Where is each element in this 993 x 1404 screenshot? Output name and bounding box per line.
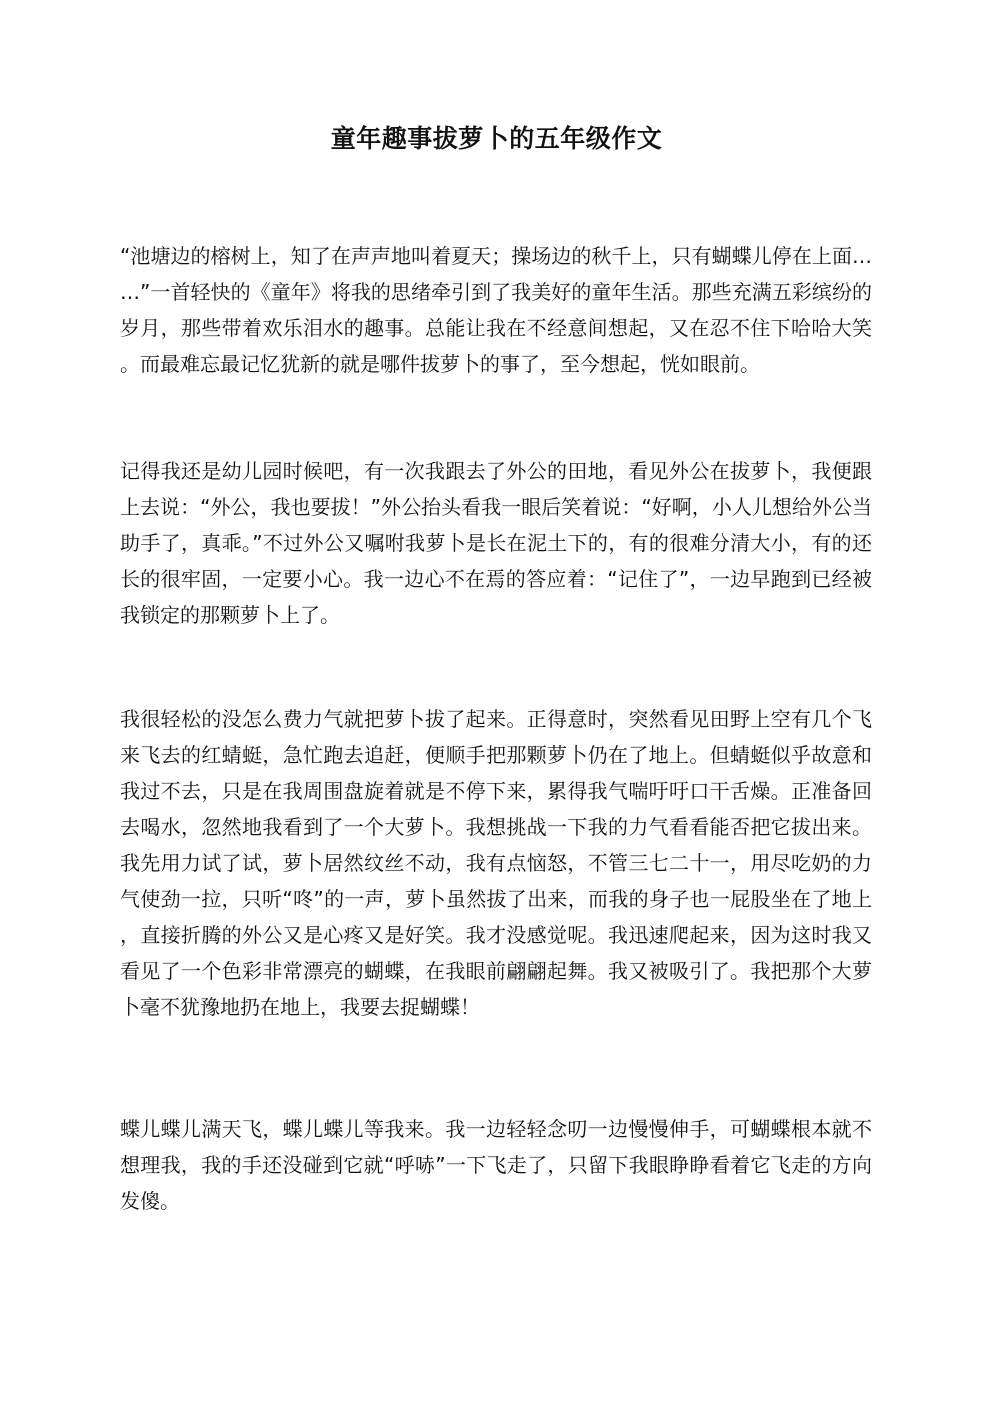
paragraph-line: 我锁定的那颗萝卜上了。 xyxy=(120,603,340,627)
paragraph-line: 助手了，真乖。”不过外公又嘱咐我萝卜是长在泥土下的，有的很难分清大小，有的还 xyxy=(120,531,872,555)
paragraph-line: 发傻。 xyxy=(120,1189,180,1213)
paragraph-line: 记得我还是幼儿园时候吧，有一次我跟去了外公的田地，看见外公在拔萝卜，我便跟 xyxy=(120,459,872,483)
paragraph-line: 长的很牢固，一定要小心。我一边心不在焉的答应着：“记住了”，一边早跑到已经被 xyxy=(120,567,872,591)
paragraph-line: 去喝水，忽然地我看到了一个大萝卜。我想挑战一下我的力气看看能否把它拔出来。 xyxy=(120,815,872,839)
paragraph-3 xyxy=(120,701,872,1025)
paragraph-line: …”一首轻快的《童年》将我的思绪牵引到了我美好的童年生活。那些充满五彩缤纷的 xyxy=(120,280,872,304)
paragraph-line: 气使劲一拉，只听“咚”的一声，萝卜虽然拔了出来，而我的身子也一屁股坐在了地上 xyxy=(120,887,872,911)
paragraph-line: 我过不去，只是在我周围盘旋着就是不停下来，累得我气喘吁吁口干舌燥。正准备回 xyxy=(120,779,872,803)
paragraph-line: 岁月，那些带着欢乐泪水的趣事。总能让我在不经意间想起，又在忍不住下哈哈大笑 xyxy=(120,316,872,340)
paragraph-2 xyxy=(120,453,872,633)
paragraph-line: ，直接折腾的外公又是心疼又是好笑。我才没感觉呢。我迅速爬起来，因为这时我又 xyxy=(120,923,872,947)
paragraph-line: 看见了一个色彩非常漂亮的蝴蝶，在我眼前翩翩起舞。我又被吸引了。我把那个大萝 xyxy=(120,959,872,983)
paragraph-line: 蝶儿蝶儿满天飞，蝶儿蝶儿等我来。我一边轻轻念叨一边慢慢伸手，可蝴蝶根本就不 xyxy=(120,1117,872,1141)
paragraph-line: 上去说：“外公，我也要拔！”外公抬头看我一眼后笑着说：“好啊，小人儿想给外公当 xyxy=(120,495,872,519)
paragraph-4 xyxy=(120,1111,872,1219)
paragraph-line: 我很轻松的没怎么费力气就把萝卜拔了起来。正得意时，突然看见田野上空有几个飞 xyxy=(120,707,872,731)
document-title: 童年趣事拔萝卜的五年级作文 xyxy=(330,124,663,153)
paragraph-line: 卜毫不犹豫地扔在地上，我要去捉蝴蝶！ xyxy=(120,995,480,1019)
paragraph-line: 想理我，我的手还没碰到它就“呼哧”一下飞走了，只留下我眼睁睁看着它飞走的方向 xyxy=(120,1153,872,1177)
paragraph-line: 我先用力试了试，萝卜居然纹丝不动，我有点恼怒，不管三七二十一，用尽吃奶的力 xyxy=(120,851,872,875)
paragraph-line: 来飞去的红蜻蜓，急忙跑去追赶，便顺手把那颗萝卜仍在了地上。但蜻蜓似乎故意和 xyxy=(120,743,872,767)
paragraph-1 xyxy=(120,238,872,382)
paragraph-line: 。而最难忘最记忆犹新的就是哪件拔萝卜的事了，至今想起，恍如眼前。 xyxy=(120,352,760,376)
paragraph-line: “池塘边的榕树上，知了在声声地叫着夏天；操场边的秋千上，只有蝴蝶儿停在上面… xyxy=(120,244,872,268)
